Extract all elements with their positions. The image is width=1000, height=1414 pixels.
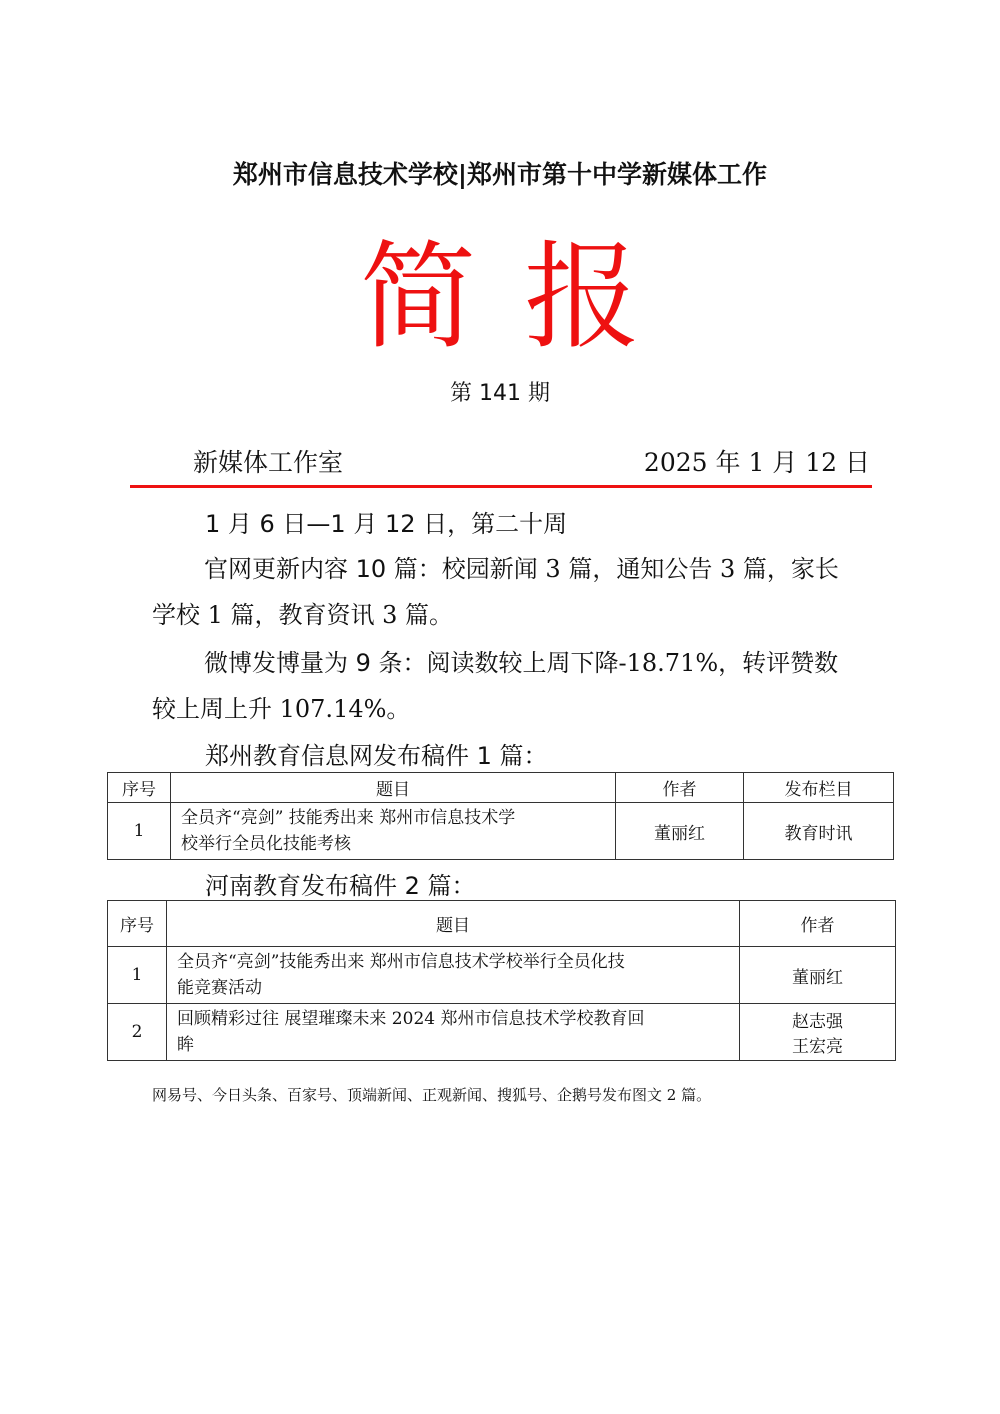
row-number: 1 <box>108 803 171 860</box>
header-cell: 题目 <box>171 773 616 803</box>
footnote: 网易号、今日头条、百家号、顶端新闻、正观新闻、搜狐号、企鹅号发布图文 2 篇。 <box>152 1086 712 1104</box>
article-author <box>740 1004 896 1061</box>
article-title-line: 能竞赛活动 <box>177 978 262 998</box>
section1-heading: 郑州教育信息网发布稿件 1 篇： <box>205 742 548 770</box>
header-cell: 题目 <box>167 901 740 947</box>
department-name: 新媒体工作室 <box>193 448 344 477</box>
masthead-title: 简报 <box>360 230 688 365</box>
organization-title: 郑州市信息技术学校|郑州市第十中学新媒体工作 <box>232 160 768 189</box>
article-title-line: 全员齐“亮剑” 技能秀出来 郑州市信息技术学 <box>181 808 516 828</box>
weibo-summary-lead: 微博发博量为 9 条： <box>204 649 427 677</box>
website-summary-lead: 官网更新内容 10 篇： <box>204 555 442 583</box>
header-cell: 序号 <box>108 901 167 947</box>
article-author: 董丽红 <box>616 803 744 860</box>
header-cell: 发布栏目 <box>744 773 894 803</box>
article-title <box>167 947 740 1004</box>
weibo-summary <box>152 640 852 732</box>
article-title-line: 眸 <box>177 1035 194 1055</box>
issue-number: 第 141 期 <box>450 381 550 406</box>
weibo-summary-text: 阅读数较上周下降-18.71%，转评赞数较上周上升 107.14%。 <box>152 649 839 723</box>
issue-date: 2025 年 1 月 12 日 <box>643 448 870 477</box>
author-line: 赵志强 <box>792 1012 843 1032</box>
author-line: 王宏亮 <box>792 1037 843 1057</box>
article-title-line: 校举行全员化技能考核 <box>181 834 351 854</box>
header-cell: 序号 <box>108 773 171 803</box>
website-summary <box>152 546 852 638</box>
red-divider <box>130 485 872 488</box>
section2-heading: 河南教育发布稿件 2 篇： <box>205 872 476 900</box>
article-title <box>167 1004 740 1061</box>
website-summary-text: 校园新闻 3 篇，通知公告 3 篇，家长学校 1 篇，教育资讯 3 篇。 <box>152 555 839 629</box>
row-number: 2 <box>108 1004 167 1061</box>
author-line: 董丽红 <box>792 967 843 988</box>
table-row <box>108 947 896 1004</box>
article-author <box>740 947 896 1004</box>
article-title-line: 全员齐“亮剑”技能秀出来 郑州市信息技术学校举行全员化技 <box>177 952 625 972</box>
row-number: 1 <box>108 947 167 1004</box>
section2-table <box>107 900 896 1061</box>
article-title-line: 回顾精彩过往 展望璀璨未来 2024 郑州市信息技术学校教育回 <box>177 1009 645 1029</box>
header-cell: 作者 <box>740 901 896 947</box>
header-cell: 作者 <box>616 773 744 803</box>
article-title <box>171 803 616 860</box>
table-header-row <box>108 773 894 803</box>
table-row <box>108 803 894 860</box>
week-range: 1 月 6 日—1 月 12 日，第二十周 <box>205 510 568 538</box>
section1-table <box>107 772 894 860</box>
table-header-row <box>108 901 896 947</box>
table-row <box>108 1004 896 1061</box>
article-column: 教育时讯 <box>744 803 894 860</box>
